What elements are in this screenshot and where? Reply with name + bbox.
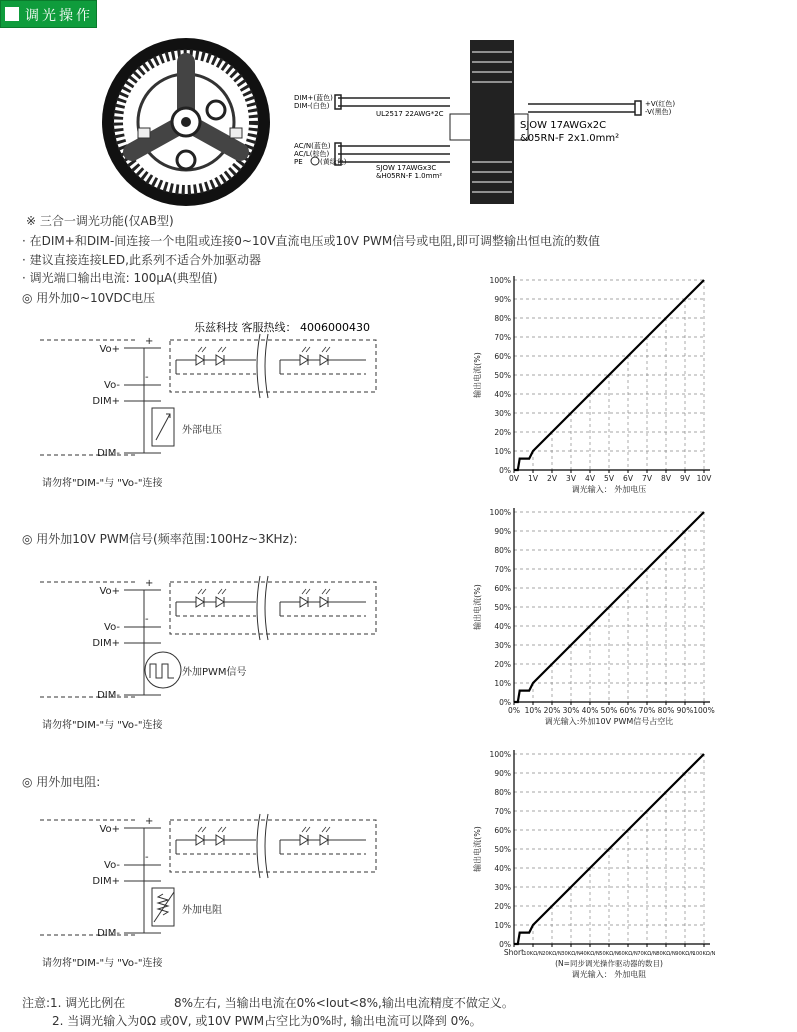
right-label-vminus: -V(黑色) (645, 108, 672, 116)
y-axis-label: 输出电流(%) (473, 352, 482, 398)
label-acl: AC/L(棕色) (294, 150, 330, 158)
y-tick-label: 70% (494, 565, 511, 574)
driver-side-view (450, 40, 528, 204)
circuit-diagram-resistor (36, 810, 386, 970)
x-tick-label: 20% (543, 706, 561, 715)
right-label-vplus: +V(红色) (645, 100, 676, 108)
y-tick-label: 80% (494, 314, 511, 323)
label-pe-color: (黄绿色) (320, 158, 347, 166)
x-tick-label: 4V (585, 474, 595, 483)
label-vo-plus: Vo+ (99, 586, 120, 597)
x-tick-label: 60% (619, 706, 637, 715)
y-tick-label: 80% (494, 788, 511, 797)
x-tick-label: 40% (581, 706, 599, 715)
y-tick-label: 100% (489, 750, 511, 759)
y-tick-label: 10% (494, 447, 511, 456)
y-tick-label: 20% (494, 902, 511, 911)
label-vo-minus: Vo- (104, 860, 120, 871)
y-tick-label: 0% (499, 698, 511, 707)
cable-top-label: UL2517 22AWG*2C (376, 110, 444, 118)
warning-text: 请勿将"DIM-"与 "Vo-"连接 (42, 720, 163, 731)
label-dim-plus: DIM+ (92, 396, 120, 407)
intro-line-2: · 建议直接连接LED,此系列不适合外加驱动器 (22, 253, 261, 267)
led-diode-icon (320, 835, 328, 845)
label-dim-minus: DIM- (97, 690, 120, 701)
x-tick-label: 30% (562, 706, 580, 715)
y-tick-label: 40% (494, 622, 511, 631)
x-axis-note: (N=同步调光操作驱动器的数目) (555, 959, 663, 968)
intro-line-3: · 调光端口输出电流: 100µA(典型值) (22, 271, 218, 285)
x-tick-label: 50KΩ/N (599, 951, 619, 957)
y-tick-label: 100% (489, 508, 511, 517)
dimming-chart-resistor (466, 742, 726, 992)
product-drawing (100, 32, 780, 212)
x-tick-label: 3V (566, 474, 576, 483)
warning-text: 请勿将"DIM-"与 "Vo-"连接 (42, 958, 163, 969)
label-plus: + (145, 578, 154, 589)
x-tick-label: 1V (528, 474, 538, 483)
y-tick-label: 60% (494, 826, 511, 835)
x-tick-label: 20KΩ/N (542, 951, 562, 957)
y-tick-label: 100% (489, 276, 511, 285)
circuit-diagram-voltage (36, 330, 386, 490)
led-diode-icon (320, 597, 328, 607)
cable-bottom-label-2: &H05RN-F 1.0mm² (376, 172, 443, 180)
x-tick-label: 0V (509, 474, 519, 483)
y-tick-label: 70% (494, 333, 511, 342)
section-1-title: ◎ 用外加0~10VDC电压 (22, 291, 156, 305)
y-tick-label: 0% (499, 940, 511, 949)
circuit-diagram-pwm (36, 572, 386, 732)
led-diode-icon (196, 835, 204, 845)
x-tick-label: 9V (680, 474, 690, 483)
label-acn: AC/N(蓝色) (294, 142, 331, 150)
x-tick-label: 80KΩ/N (656, 951, 676, 957)
x-tick-label: 10V (696, 474, 712, 483)
x-tick-label: 70KΩ/N (637, 951, 657, 957)
y-tick-label: 90% (494, 769, 511, 778)
led-diode-icon (196, 597, 204, 607)
source-label: 外部电压 (182, 425, 222, 436)
note-line-2: 2. 当调光输入为0Ω 或0V, 或10V PWM占空比为0%时, 输出电流可以降到 0%。 (52, 1014, 482, 1028)
note-line-1a: 注意:1. 调光比例在 (22, 996, 126, 1010)
label-vo-plus: Vo+ (99, 344, 120, 355)
y-tick-label: 50% (494, 371, 511, 380)
label-minus: - (145, 372, 149, 383)
right-cable-label-1: SJOW 17AWGx2C (520, 120, 607, 131)
x-tick-label: 100% (693, 706, 715, 715)
label-dim-minus: DIM- (97, 448, 120, 459)
label-plus: + (145, 336, 154, 347)
x-tick-label: 10% (524, 706, 542, 715)
y-axis-label: 输出电流(%) (473, 826, 482, 872)
intro-title: ※ 三合一调光功能(仅AB型) (26, 214, 174, 228)
section-header (0, 0, 97, 28)
y-tick-label: 50% (494, 845, 511, 854)
x-tick-label: 60KΩ/N (618, 951, 638, 957)
x-tick-label: 6V (623, 474, 633, 483)
x-tick-label: 90KΩ/N (675, 951, 695, 957)
y-tick-label: 80% (494, 546, 511, 555)
label-plus: + (145, 816, 154, 827)
x-tick-label: 0% (508, 706, 520, 715)
x-tick-label: 70% (638, 706, 656, 715)
x-tick-label: 40KΩ/N (580, 951, 600, 957)
label-vo-plus: Vo+ (99, 824, 120, 835)
note-line-1b: 8%左右, 当输出电流在0%<Iout<8%,输出电流精度不做定义。 (174, 996, 514, 1010)
led-diode-icon (216, 835, 224, 845)
watermark-hotline: 乐兹科技 客服热线： 4006000430 (194, 321, 370, 334)
label-dim-plus: DIM+ (92, 638, 120, 649)
square-icon (5, 7, 19, 21)
x-tick-label: 90% (676, 706, 694, 715)
y-tick-label: 10% (494, 921, 511, 930)
led-diode-icon (300, 597, 308, 607)
label-vo-minus: Vo- (104, 622, 120, 633)
label-minus: - (145, 614, 149, 625)
source-label: 外加电阻 (182, 905, 222, 916)
x-tick-label: 5V (604, 474, 614, 483)
section-title: 调光操作 (25, 8, 93, 24)
intro-line-1: · 在DIM+和DIM-间连接一个电阻或连接0~10V直流电压或10V PWM信号或电阻,即可调整输出恒电流的数值 (22, 234, 601, 248)
x-tick-label: 80% (657, 706, 675, 715)
label-dim-minus: DIM- (97, 928, 120, 939)
x-axis-label: 调光输入:外加10V PWM信号占空比 (544, 717, 674, 726)
y-tick-label: 30% (494, 883, 511, 892)
led-diode-icon (300, 355, 308, 365)
right-cable-label-2: &05RN-F 2x1.0mm² (520, 133, 620, 144)
y-axis-label: 输出电流(%) (473, 584, 482, 630)
cable-bottom-label-1: SJOW 17AWGx3C (376, 164, 437, 172)
x-axis-label: 调光输入： 外加电压 (571, 485, 647, 494)
label-minus: - (145, 852, 149, 863)
label-dim-minus: DIM-(白色) (294, 102, 330, 110)
label-dim-plus: DIM+(蓝色) (294, 94, 333, 102)
y-tick-label: 10% (494, 679, 511, 688)
label-pe: PE (294, 158, 303, 166)
x-tick-label: 100KΩ/N (692, 951, 716, 957)
led-diode-icon (320, 355, 328, 365)
dimming-chart-pwm (466, 500, 726, 740)
source-label: 外加PWM信号 (182, 667, 247, 678)
y-tick-label: 60% (494, 584, 511, 593)
led-diode-icon (196, 355, 204, 365)
y-tick-label: 90% (494, 527, 511, 536)
y-tick-label: 30% (494, 409, 511, 418)
y-tick-label: 20% (494, 428, 511, 437)
x-tick-label: 2V (547, 474, 557, 483)
dimming-chart-voltage (466, 268, 726, 498)
led-diode-icon (216, 355, 224, 365)
x-tick-label: 30KΩ/N (561, 951, 581, 957)
section-2-title: ◎ 用外加10V PWM信号(频率范围:100Hz~3KHz): (22, 532, 298, 546)
warning-text: 请勿将"DIM-"与 "Vo-"连接 (42, 478, 163, 489)
driver-front-view (102, 38, 270, 206)
x-tick-label: 8V (661, 474, 671, 483)
ground-icon (311, 157, 319, 165)
y-tick-label: 30% (494, 641, 511, 650)
x-tick-label: 50% (600, 706, 618, 715)
y-tick-label: 70% (494, 807, 511, 816)
led-diode-icon (300, 835, 308, 845)
section-3-title: ◎ 用外加电阻: (22, 775, 101, 789)
y-tick-label: 40% (494, 390, 511, 399)
y-tick-label: 50% (494, 603, 511, 612)
y-tick-label: 20% (494, 660, 511, 669)
y-tick-label: 90% (494, 295, 511, 304)
x-tick-label: Short (503, 948, 525, 957)
led-diode-icon (216, 597, 224, 607)
x-axis-label: 调光输入： 外加电阻 (571, 970, 647, 979)
y-tick-label: 0% (499, 466, 511, 475)
x-tick-label: 10KΩ/N (523, 951, 543, 957)
label-vo-minus: Vo- (104, 380, 120, 391)
x-tick-label: 7V (642, 474, 652, 483)
label-dim-plus: DIM+ (92, 876, 120, 887)
y-tick-label: 40% (494, 864, 511, 873)
y-tick-label: 60% (494, 352, 511, 361)
